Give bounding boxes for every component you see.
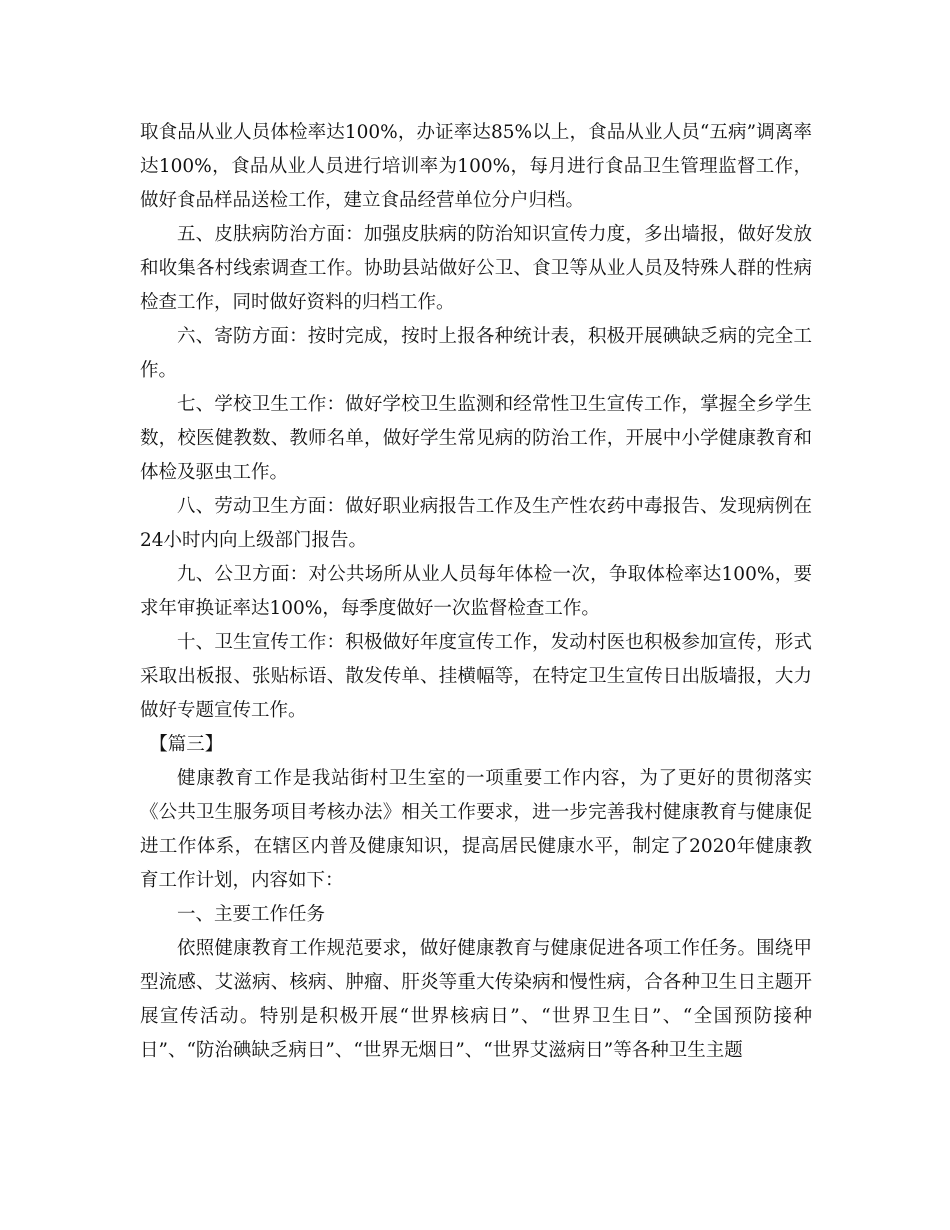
paragraph-public-health: 九、公卫方面：对公共场所从业人员每年体检一次，争取体检率达100%，要求年审换证率达100%，每季度做好一次监督检查工作。 <box>140 564 812 619</box>
paragraph-main-tasks-heading: 一、主要工作任务 <box>177 904 326 925</box>
paragraph-section-intro: 健康教育工作是我站街村卫生室的一项重要工作内容，为了更好的贯彻落实《公共卫生服务项目考核办法》相关工作要求，进一步完善我村健康教育与健康促进工作体系，在辖区内普及健康知识，提高居民健康水平，制定了2020年健康教育工作计划，内容如下： <box>140 768 812 891</box>
paragraph-health-publicity: 十、卫生宣传工作：积极做好年度宣传工作，发动村医也积极参加宣传，形式采取出板报、张贴标语、散发传单、挂横幅等，在特定卫生宣传日出版墙报，大力做好专题宣传工作。 <box>140 632 812 721</box>
paragraph-school-health: 七、学校卫生工作：做好学校卫生监测和经常性卫生宣传工作，掌握全乡学生数，校医健教数、教师名单，做好学生常见病的防治工作，开展中小学健康教育和体检及驱虫工作。 <box>140 394 812 483</box>
paragraph-food-hygiene-continued: 取食品从业人员体检率达100%，办证率达85%以上，食品从业人员“五病”调离率达100%，食品从业人员进行培训率为100%，每月进行食品卫生管理监督工作，做好食品样品送检工作，建立食品经营单位分户归档。 <box>140 122 812 211</box>
paragraph-labor-health: 八、劳动卫生方面：做好职业病报告工作及生产性农药中毒报告、发现病例在24小时内向上级部门报告。 <box>140 496 812 551</box>
section-heading: 【篇三】 <box>149 734 224 755</box>
paragraph-parasite-prevention: 六、寄防方面：按时完成，按时上报各种统计表，积极开展碘缺乏病的完全工作。 <box>140 326 812 381</box>
document-page <box>140 116 812 1068</box>
paragraph-skin-disease: 五、皮肤病防治方面：加强皮肤病的防治知识宣传力度，多出墙报，做好发放和收集各村线索调查工作。协助县站做好公卫、食卫等从业人员及特殊人群的性病检查工作，同时做好资料的归档工作。 <box>140 224 812 313</box>
paragraph-main-tasks-body: 依照健康教育工作规范要求，做好健康教育与健康促进各项工作任务。围绕甲型流感、艾滋病、核病、肿瘤、肝炎等重大传染病和慢性病，合各种卫生日主题开展宣传活动。特别是积极开展“世界核病日”、“世界卫生日”、“全国预防接种日”、“防治碘缺乏病日”、“世界无烟日”、“世界艾滋病日”等各种卫生主题 <box>140 938 812 1061</box>
